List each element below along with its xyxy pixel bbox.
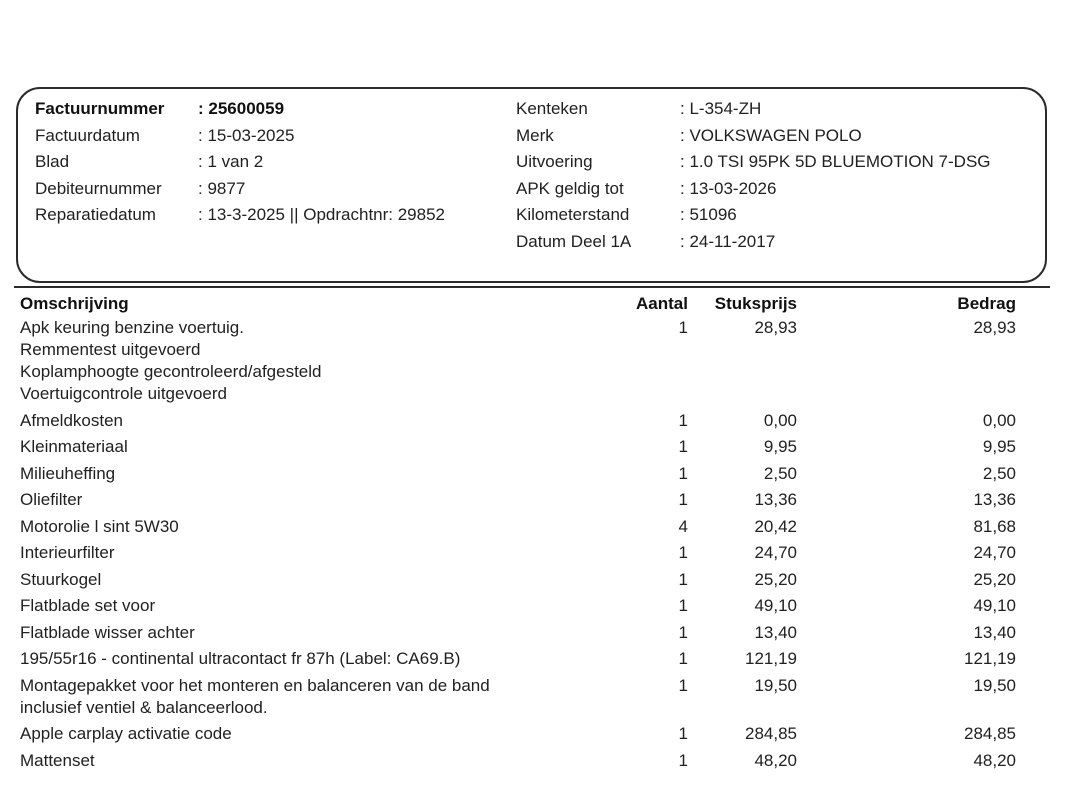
row-aantal: 1 bbox=[678, 596, 688, 615]
table-row bbox=[20, 542, 1016, 564]
item-description-extra-line: Voertuigcontrole uitgevoerd bbox=[20, 384, 227, 403]
row-aantal: 1 bbox=[678, 437, 688, 456]
field-kilometerstand bbox=[516, 202, 1036, 229]
field-factuurdatum bbox=[35, 123, 505, 150]
field-value: : 15-03-2025 bbox=[198, 123, 294, 150]
row-aantal: 1 bbox=[678, 750, 688, 770]
table-row bbox=[20, 595, 1016, 617]
field-debiteurnummer bbox=[35, 176, 505, 203]
field-uitvoering bbox=[516, 149, 1036, 176]
field-value: : L-354-ZH bbox=[680, 96, 761, 123]
row-bedrag: 121,19 bbox=[964, 649, 1016, 668]
invoice-header-box bbox=[16, 87, 1047, 283]
column-header-stuksprijs: Stuksprijs bbox=[714, 294, 797, 313]
row-bedrag: 19,50 bbox=[973, 675, 1016, 695]
field-label: Datum Deel 1A bbox=[516, 231, 632, 251]
row-stuksprijs: 13,36 bbox=[754, 490, 797, 509]
item-description: Milieuheffing bbox=[20, 463, 116, 483]
row-description bbox=[20, 723, 600, 745]
field-factuurnummer bbox=[35, 96, 505, 123]
table-row bbox=[20, 463, 1016, 485]
field-kenteken bbox=[516, 96, 1036, 123]
row-bedrag: 81,68 bbox=[973, 516, 1016, 536]
row-aantal: 1 bbox=[678, 622, 688, 642]
row-bedrag: 13,36 bbox=[973, 490, 1016, 509]
row-bedrag: 284,85 bbox=[964, 724, 1016, 743]
row-bedrag: 13,40 bbox=[973, 622, 1016, 642]
row-description bbox=[20, 675, 600, 719]
field-label: Reparatiedatum bbox=[35, 205, 156, 225]
item-description-extra-line: Remmentest uitgevoerd bbox=[20, 340, 201, 359]
field-blad bbox=[35, 149, 505, 176]
field-value: : 51096 bbox=[680, 202, 737, 229]
row-stuksprijs: 19,50 bbox=[754, 675, 797, 695]
table-body bbox=[20, 317, 1016, 772]
row-description bbox=[20, 436, 600, 458]
table-row bbox=[20, 317, 1016, 405]
table-row bbox=[20, 648, 1016, 670]
row-aantal: 1 bbox=[678, 649, 688, 668]
field-label: APK geldig tot bbox=[516, 178, 624, 198]
item-description: Apple carplay activatie code bbox=[20, 724, 232, 743]
invoice-items-table bbox=[20, 293, 1016, 776]
row-bedrag: 9,95 bbox=[982, 437, 1016, 456]
field-label: Blad bbox=[35, 152, 70, 172]
field-value: : 13-03-2026 bbox=[680, 176, 776, 203]
item-description: Motorolie l sint 5W30 bbox=[20, 516, 179, 536]
row-description bbox=[20, 622, 600, 644]
column-header-bedrag: Bedrag bbox=[957, 294, 1016, 313]
row-bedrag: 48,20 bbox=[973, 750, 1016, 770]
column-header-aantal: Aantal bbox=[636, 294, 688, 313]
invoice-header-left-column bbox=[35, 96, 505, 229]
table-row bbox=[20, 516, 1016, 538]
row-description bbox=[20, 750, 600, 772]
field-value: : 1 van 2 bbox=[198, 149, 263, 176]
field-value: : 25600059 bbox=[198, 96, 284, 123]
row-stuksprijs: 9,95 bbox=[763, 437, 797, 456]
item-description: Flatblade set voor bbox=[20, 596, 156, 615]
field-value: : 1.0 TSI 95PK 5D BLUEMOTION 7-DSG bbox=[680, 149, 991, 176]
table-row bbox=[20, 489, 1016, 511]
row-aantal: 1 bbox=[678, 410, 688, 430]
row-description bbox=[20, 463, 600, 485]
field-value: : 9877 bbox=[198, 176, 245, 203]
field-value: : VOLKSWAGEN POLO bbox=[680, 123, 862, 150]
field-label: Kilometerstand bbox=[516, 205, 630, 225]
row-bedrag: 49,10 bbox=[973, 596, 1016, 615]
row-bedrag: 2,50 bbox=[982, 463, 1016, 483]
table-top-rule bbox=[14, 286, 1050, 288]
field-apk-geldig-tot bbox=[516, 176, 1036, 203]
row-description bbox=[20, 516, 600, 538]
row-stuksprijs: 2,50 bbox=[763, 463, 797, 483]
row-stuksprijs: 49,10 bbox=[754, 596, 797, 615]
row-aantal: 1 bbox=[678, 490, 688, 509]
field-label: Factuurnummer bbox=[35, 99, 165, 118]
row-stuksprijs: 24,70 bbox=[754, 543, 797, 562]
row-bedrag: 28,93 bbox=[973, 318, 1016, 337]
row-stuksprijs: 48,20 bbox=[754, 750, 797, 770]
row-bedrag: 24,70 bbox=[973, 543, 1016, 562]
field-reparatiedatum bbox=[35, 202, 505, 229]
item-description: Afmeldkosten bbox=[20, 410, 123, 430]
column-header-omschrijving: Omschrijving bbox=[20, 294, 129, 313]
row-description bbox=[20, 595, 600, 617]
item-description: Mattenset bbox=[20, 750, 95, 770]
table-row bbox=[20, 569, 1016, 591]
row-stuksprijs: 13,40 bbox=[754, 622, 797, 642]
row-aantal: 1 bbox=[678, 463, 688, 483]
item-description-extra-line: inclusief ventiel & balanceerlood. bbox=[20, 697, 268, 717]
row-aantal: 1 bbox=[678, 724, 688, 743]
row-aantal: 1 bbox=[678, 318, 688, 337]
row-stuksprijs: 20,42 bbox=[754, 516, 797, 536]
invoice-header-right-column bbox=[516, 96, 1036, 256]
item-description-extra-line: Koplamphoogte gecontroleerd/afgesteld bbox=[20, 362, 322, 381]
item-description: Oliefilter bbox=[20, 490, 83, 509]
item-description: Interieurfilter bbox=[20, 543, 115, 562]
table-row bbox=[20, 750, 1016, 772]
field-label: Merk bbox=[516, 125, 554, 145]
row-bedrag: 25,20 bbox=[973, 569, 1016, 589]
field-label: Kenteken bbox=[516, 99, 588, 118]
row-description bbox=[20, 317, 600, 405]
row-stuksprijs: 121,19 bbox=[745, 649, 797, 668]
row-aantal: 4 bbox=[678, 516, 688, 536]
row-stuksprijs: 25,20 bbox=[754, 569, 797, 589]
table-row bbox=[20, 410, 1016, 432]
row-stuksprijs: 284,85 bbox=[745, 724, 797, 743]
row-description bbox=[20, 489, 600, 511]
table-row bbox=[20, 436, 1016, 458]
field-label: Debiteurnummer bbox=[35, 178, 162, 198]
row-stuksprijs: 0,00 bbox=[763, 410, 797, 430]
row-aantal: 1 bbox=[678, 543, 688, 562]
item-description: Kleinmateriaal bbox=[20, 437, 128, 456]
row-aantal: 1 bbox=[678, 569, 688, 589]
field-label: Uitvoering bbox=[516, 152, 593, 172]
item-description: 195/55r16 - continental ultracontact fr 87h (Label: CA69.B) bbox=[20, 649, 461, 668]
row-description bbox=[20, 542, 600, 564]
field-label: Factuurdatum bbox=[35, 125, 140, 145]
item-description: Montagepakket voor het monteren en balanceren van de band bbox=[20, 675, 490, 695]
row-aantal: 1 bbox=[678, 675, 688, 695]
row-description bbox=[20, 569, 600, 591]
table-row bbox=[20, 622, 1016, 644]
field-merk bbox=[516, 123, 1036, 150]
item-description: Apk keuring benzine voertuig. bbox=[20, 318, 244, 337]
field-datum-deel-1a bbox=[516, 229, 1036, 256]
row-stuksprijs: 28,93 bbox=[754, 318, 797, 337]
item-description: Stuurkogel bbox=[20, 569, 102, 589]
row-description bbox=[20, 648, 600, 670]
row-bedrag: 0,00 bbox=[982, 410, 1016, 430]
table-row bbox=[20, 675, 1016, 719]
item-description: Flatblade wisser achter bbox=[20, 622, 195, 642]
table-row bbox=[20, 723, 1016, 745]
field-value: : 24-11-2017 bbox=[680, 229, 775, 256]
table-header-row bbox=[20, 293, 1016, 315]
row-description bbox=[20, 410, 600, 432]
field-value: : 13-3-2025 || Opdrachtnr: 29852 bbox=[198, 202, 445, 229]
